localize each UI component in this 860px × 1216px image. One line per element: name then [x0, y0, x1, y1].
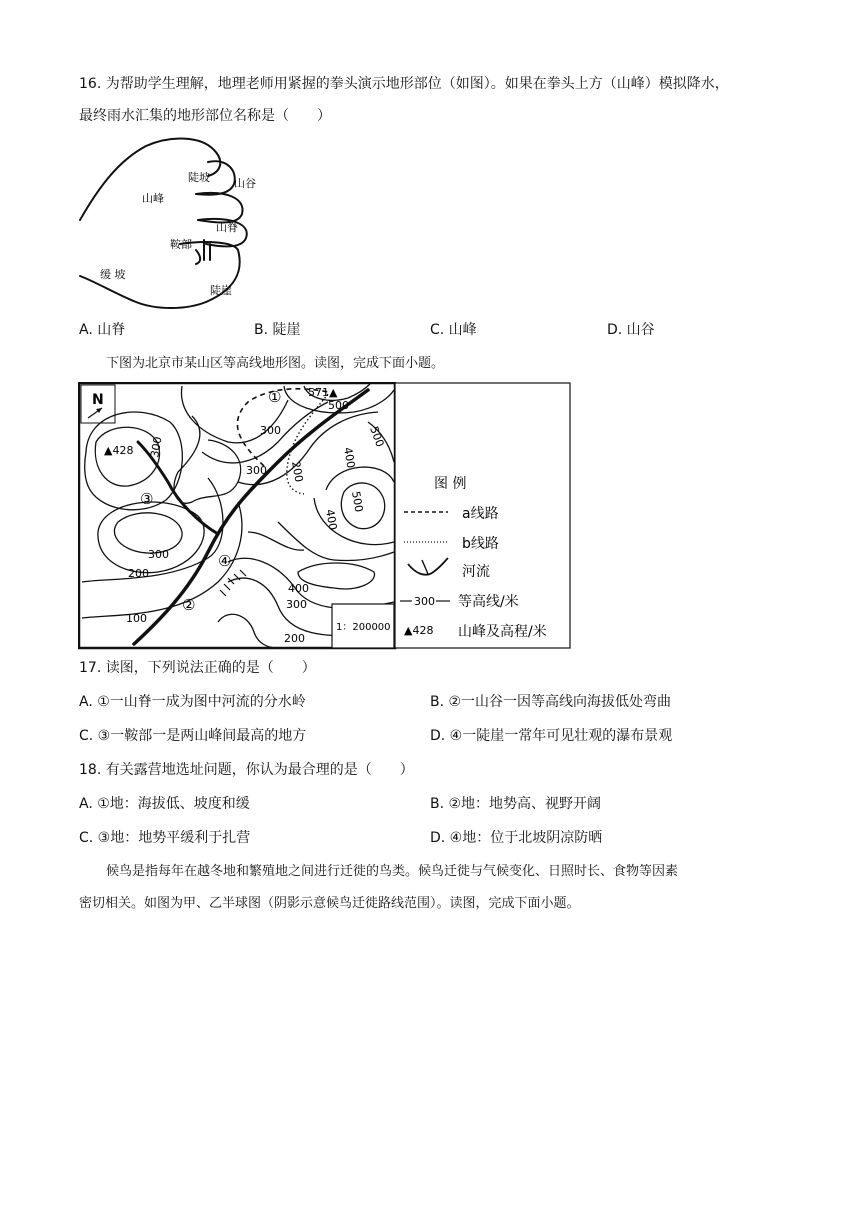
contour-label: 500 [367, 424, 387, 449]
q17-option-d[interactable]: D. ④一陡崖一常年可见壮观的瀑布景观 [430, 728, 673, 744]
map-intro: 下图为北京市某山区等高线地形图。读图，完成下面小题。 [106, 356, 445, 371]
legend-contour: 等高线/米 [458, 594, 519, 610]
legend-river: 河流 [462, 564, 490, 580]
svg-text:N: N [92, 392, 104, 408]
contour-label: 200 [128, 567, 149, 580]
label-valley: 山谷 [234, 177, 256, 190]
q16-option-c[interactable]: C. 山峰 [430, 322, 477, 338]
q17-option-c[interactable]: C. ③一鞍部一是两山峰间最高的地方 [79, 728, 307, 744]
contour-label: 300 [286, 598, 307, 611]
label-ridge: 山脊 [216, 221, 238, 234]
contour-label: 300 [246, 464, 267, 477]
contour-label: 400 [341, 446, 358, 470]
marker-2: ② [182, 596, 196, 614]
contour-label: 300 [148, 435, 165, 459]
contour-label: 500 [328, 399, 349, 412]
q16-stem-line2: 最终雨水汇集的地形部位名称是（ ） [79, 108, 331, 124]
legend-peak: 山峰及高程/米 [458, 624, 547, 640]
label-peak: 山峰 [142, 192, 164, 205]
marker-4: ④ [218, 552, 232, 570]
contour-label: 500 [349, 490, 366, 514]
q18-option-d[interactable]: D. ④地：位于北坡阴凉防晒 [430, 830, 603, 846]
contour-map [78, 382, 572, 650]
q16-option-d[interactable]: D. 山谷 [607, 322, 655, 338]
label-steep-slope: 陡坡 [188, 171, 210, 184]
contour-label: 300 [148, 548, 169, 561]
q17-stem: 17. 读图，下列说法正确的是（ ） [79, 660, 316, 676]
q18-option-c[interactable]: C. ③地：地势平缓利于扎营 [79, 830, 251, 846]
q16-stem-line1: 16. 为帮助学生理解，地理老师用紧握的拳头演示地形部位（如图）。如果在拳头上方（山峰）模拟降水， [79, 76, 729, 92]
fist-figure [76, 132, 266, 312]
peak-571: 571▲ [308, 386, 338, 399]
legend-a-route: a线路 [462, 506, 499, 522]
peak-428: ▲428 [104, 444, 134, 457]
contour-label: 200 [284, 632, 305, 645]
label-cliff: 陡崖 [210, 284, 232, 297]
label-saddle: 鞍部 [170, 238, 192, 251]
contour-label: 400 [323, 508, 340, 532]
contour-label: 300 [260, 424, 281, 437]
q16-option-a[interactable]: A. 山脊 [79, 322, 126, 338]
map-scale: 1：200000 [336, 622, 391, 633]
birds-intro-line1: 候鸟是指每年在越冬地和繁殖地之间进行迁徙的鸟类。候鸟迁徙与气候变化、日照时长、食物等因素 [106, 864, 679, 879]
contour-label: 100 [126, 612, 147, 625]
q18-stem: 18. 有关露营地选址问题，你认为最合理的是（ ） [79, 762, 414, 778]
q18-option-b[interactable]: B. ②地：地势高、视野开阔 [430, 796, 602, 812]
label-gentle-slope: 缓 坡 [100, 268, 126, 281]
marker-1: ① [268, 388, 282, 406]
q17-option-b[interactable]: B. ②一山谷一因等高线向海拔低处弯曲 [430, 694, 672, 710]
q17-option-a[interactable]: A. ①一山脊一成为图中河流的分水岭 [79, 694, 306, 710]
contour-label: 400 [288, 582, 309, 595]
legend-contour-value: 300 [414, 595, 435, 608]
contour-label: 200 [289, 460, 306, 484]
q16-option-b[interactable]: B. 陡崖 [254, 322, 301, 338]
birds-intro-line2: 密切相关。如图为甲、乙半球图（阴影示意候鸟迁徙路线范围）。读图，完成下面小题。 [79, 896, 580, 911]
legend-peak-value: ▲428 [404, 624, 434, 637]
marker-3: ③ [140, 490, 154, 508]
legend-title: 图 例 [434, 476, 467, 492]
q18-option-a[interactable]: A. ①地：海拔低、坡度和缓 [79, 796, 250, 812]
legend-b-route: b线路 [462, 536, 499, 552]
